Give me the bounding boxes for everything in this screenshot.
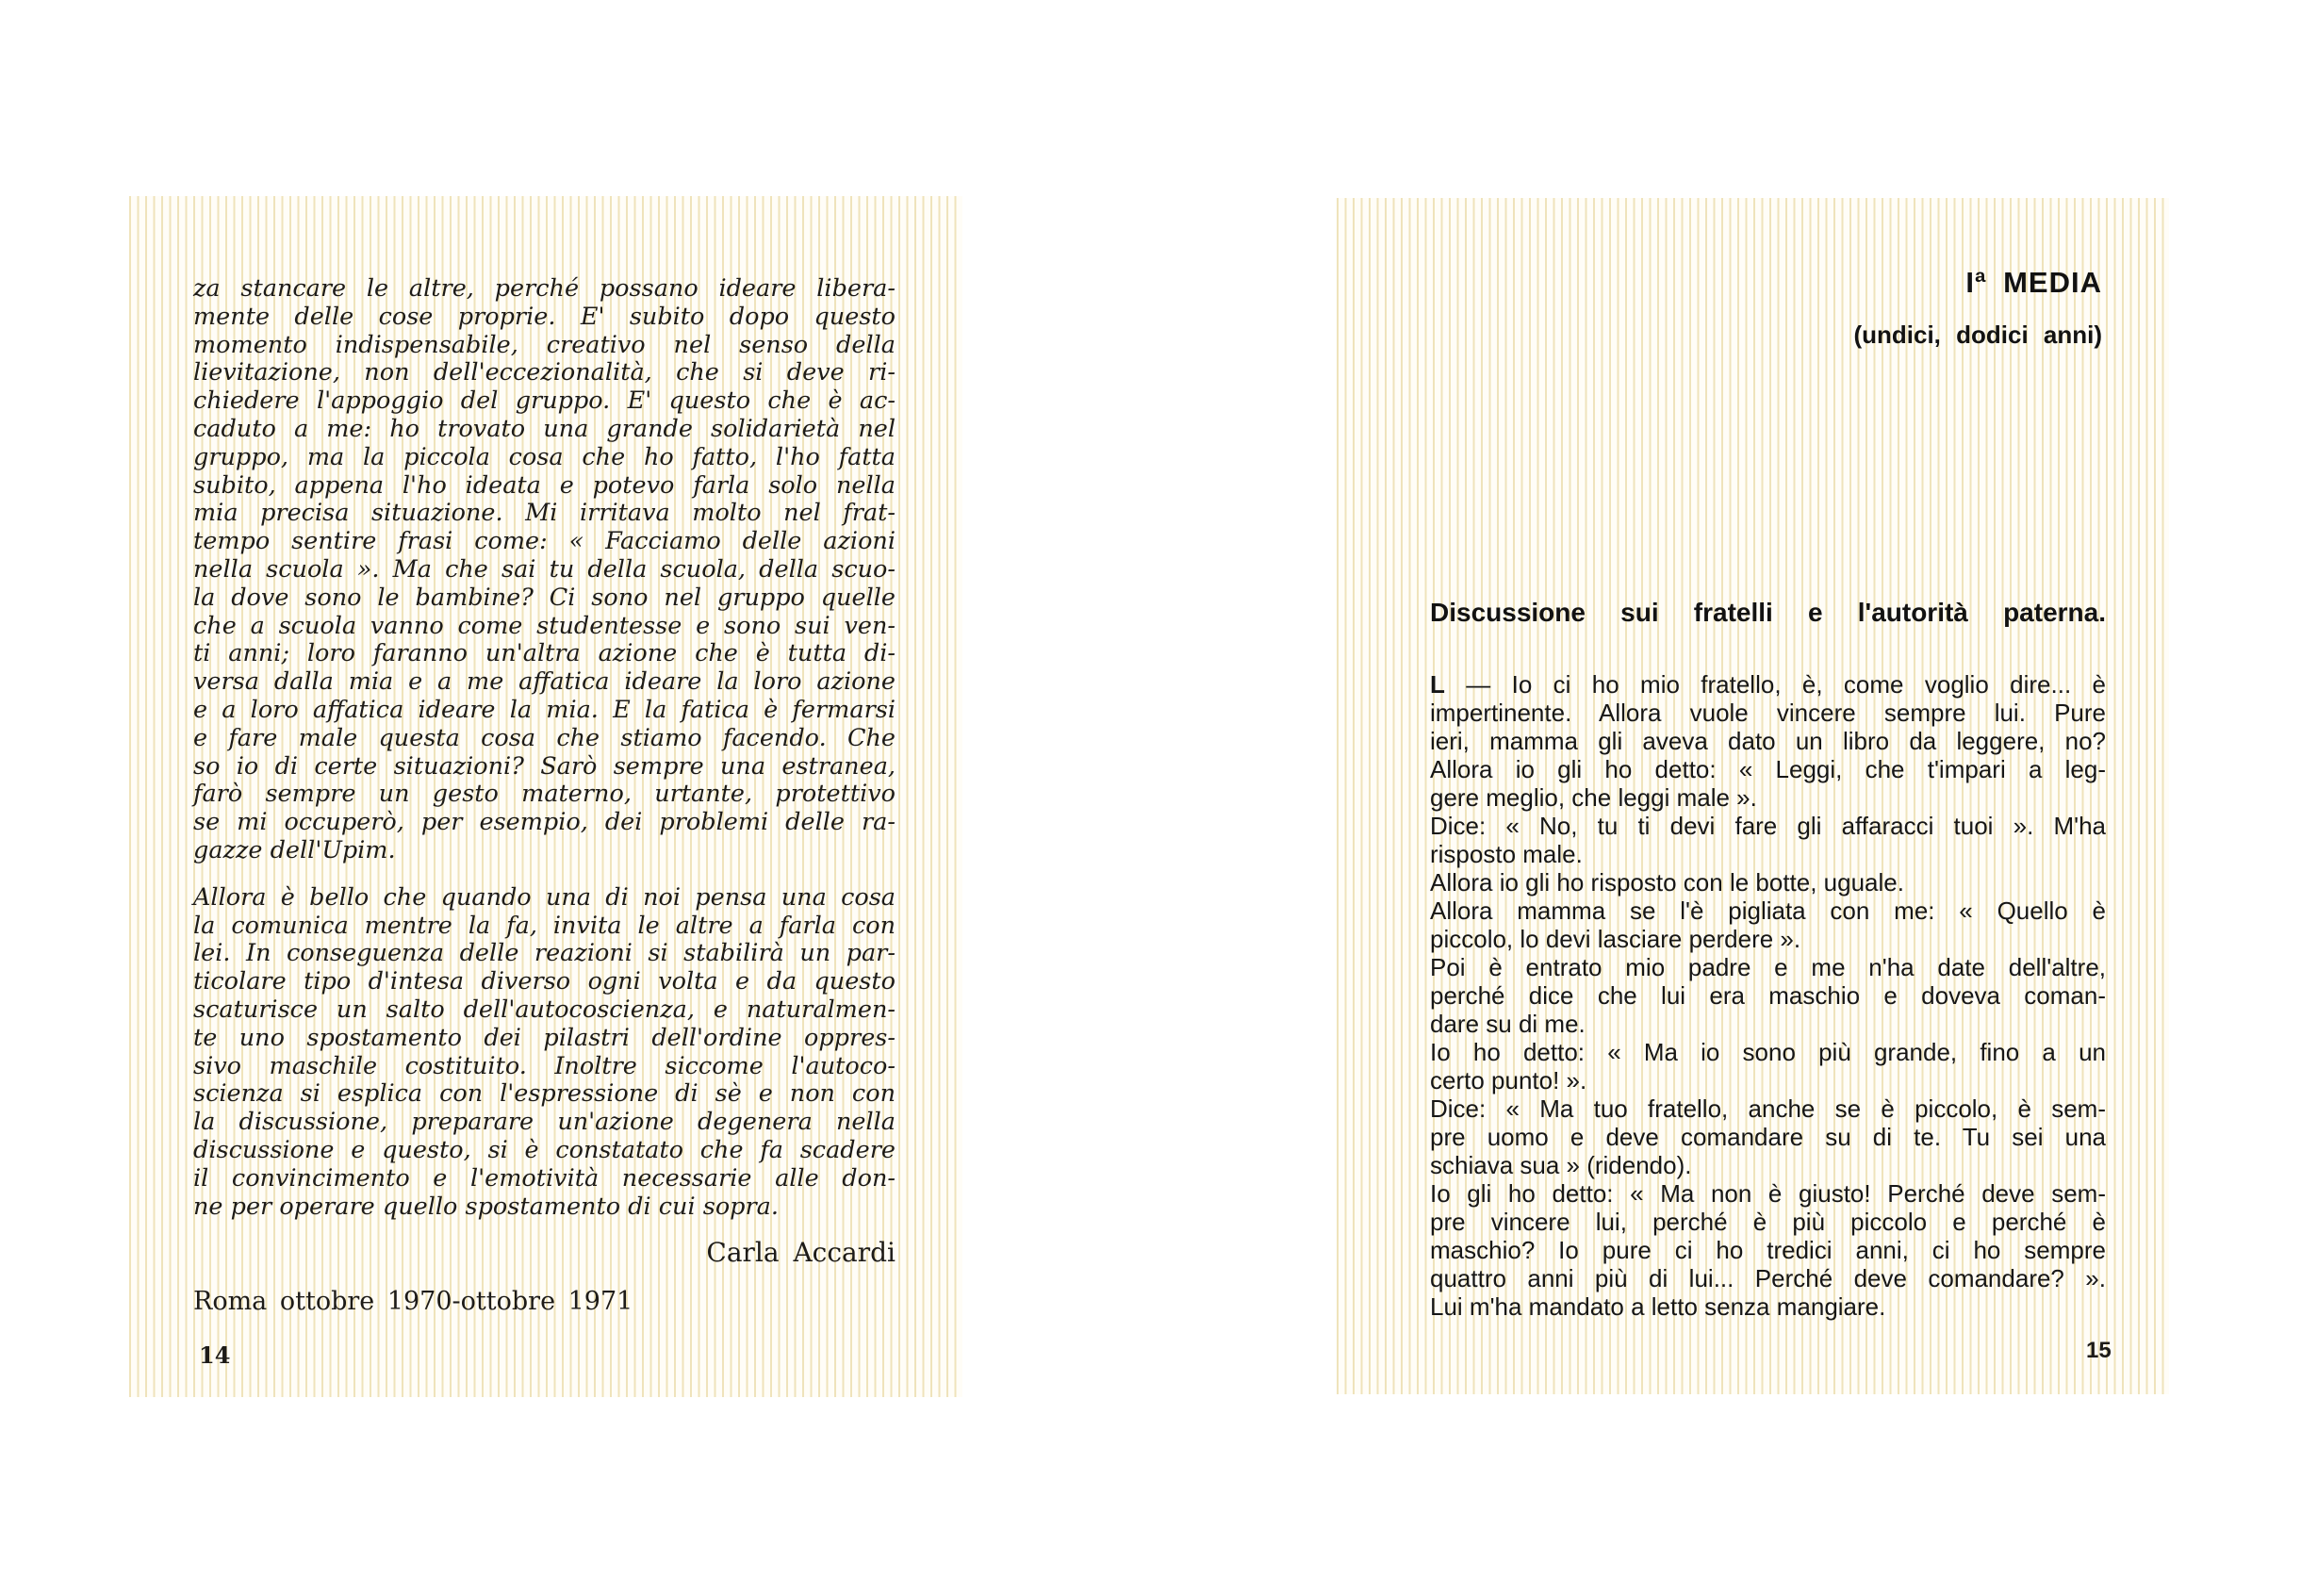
text-line: Dice: « Ma tuo fratello, anche se è piccolo, è sem- bbox=[1430, 1094, 2106, 1123]
chapter-subtitle: (undici, dodici anni) bbox=[1853, 321, 2102, 349]
text-line: che a scuola vanno come studentesse e sono sui ven- bbox=[193, 611, 896, 640]
page-number-right: 15 bbox=[2086, 1338, 2112, 1363]
text-line: sivo maschile costituito. Inoltre siccome l'autoco- bbox=[193, 1051, 896, 1080]
text-line: la comunica mentre la fa, invita le altre a farla con bbox=[193, 911, 896, 940]
page-number-left: 14 bbox=[199, 1341, 231, 1369]
text-line: maschio? Io pure ci ho tredici anni, ci ho sempre bbox=[1430, 1236, 2106, 1264]
left-paragraph-2 bbox=[193, 884, 896, 1222]
text-line: Io gli ho detto: « Ma non è giusto! Perché deve sem- bbox=[1430, 1179, 2106, 1208]
text-line: impertinente. Allora vuole vincere sempre lui. Pure bbox=[1430, 699, 2106, 727]
text-line: discussione e questo, si è constatato che fa scadere bbox=[193, 1135, 896, 1164]
text-line: Allora io gli ho risposto con le botte, uguale. bbox=[1430, 868, 1904, 897]
text-line: te uno spostamento dei pilastri dell'ordine oppres- bbox=[193, 1023, 896, 1052]
text-line: caduto a me: ho trovato una grande solidarietà nel bbox=[193, 414, 896, 443]
right-book-page bbox=[1337, 198, 2169, 1394]
text-line: mia precisa situazione. Mi irritava molto nel frat- bbox=[193, 499, 896, 528]
text-line: perché dice che lui era maschio e doveva coman- bbox=[1430, 981, 2106, 1010]
text-line: pre vincere lui, perché è più piccolo e perché è bbox=[1430, 1208, 2106, 1236]
left-book-page bbox=[129, 196, 962, 1397]
text-line: pre uomo e deve comandare su di te. Tu sei una bbox=[1430, 1123, 2106, 1151]
text-line: chiedere l'appoggio del gruppo. E' questo che è ac- bbox=[193, 387, 896, 416]
text-line: ieri, mamma gli aveva dato un libro da leggere, no? bbox=[1430, 727, 2106, 755]
right-text-block bbox=[1430, 670, 2106, 1321]
text-line: scienza si esplica con l'espressione di sè e non con bbox=[193, 1079, 896, 1109]
text-line: Lui m'ha mandato a letto senza mangiare. bbox=[1430, 1292, 1886, 1321]
text-line: se mi occuperò, per esempio, dei problemi delle ra- bbox=[193, 808, 896, 837]
text-line: nella scuola ». Ma che sai tu della scuola, della scuo- bbox=[193, 554, 896, 584]
text-line: subito, appena l'ho ideata e potevo farla solo nella bbox=[193, 470, 896, 500]
text-line: e a loro affatica ideare la mia. E la fatica è fermarsi bbox=[193, 695, 896, 724]
text-line: Dice: « No, tu ti devi fare gli affaracci tuoi ». M'ha bbox=[1430, 812, 2106, 840]
text-line: Io ho detto: « Ma io sono più grande, fino a un bbox=[1430, 1038, 2106, 1066]
text-line: ti anni; loro faranno un'altra azione che è tutta di- bbox=[193, 639, 896, 668]
chapter-title: Iª MEDIA bbox=[1965, 266, 2102, 299]
text-line: versa dalla mia e a me affatica ideare la loro azione bbox=[193, 667, 896, 697]
section-title: Discussione sui fratelli e l'autorità paterna. bbox=[1430, 598, 2106, 627]
text-line: schiava sua » (ridendo). bbox=[1430, 1151, 1692, 1179]
text-line: scaturisce un salto dell'autocoscienza, e naturalmen- bbox=[193, 995, 896, 1024]
place-dateline: Roma ottobre 1970-ottobre 1971 bbox=[193, 1287, 633, 1317]
text-line: L — Io ci ho mio fratello, è, come voglio dire... è bbox=[1430, 670, 2106, 699]
text-line: Allora è bello che quando una di noi pensa una cosa bbox=[193, 882, 896, 912]
text-line: risposto male. bbox=[1430, 840, 1583, 868]
text-line: farò sempre un gesto materno, urtante, protettivo bbox=[193, 780, 896, 809]
text-line: dare su di me. bbox=[1430, 1010, 1586, 1038]
text-line: la dove sono le bambine? Ci sono nel gruppo quelle bbox=[193, 583, 896, 612]
text-line: ne per operare quello spostamento di cui sopra. bbox=[193, 1192, 779, 1221]
text-line: ticolare tipo d'intesa diverso ogni volta e da questo bbox=[193, 967, 896, 996]
text-line: la discussione, preparare un'azione degenera nella bbox=[193, 1108, 896, 1137]
text-line: gazze dell'Upim. bbox=[193, 835, 396, 864]
text-line: il convincimento e l'emotività necessarie alle don- bbox=[193, 1163, 896, 1193]
text-line: Allora io gli ho detto: « Leggi, che t'impari a leg- bbox=[1430, 755, 2106, 783]
text-line: gruppo, ma la piccola cosa che ho fatto, l'ho fatta bbox=[193, 442, 896, 471]
text-line: Allora mamma se l'è pigliata con me: « Quello è bbox=[1430, 897, 2106, 925]
text-line: piccolo, lo devi lasciare perdere ». bbox=[1430, 925, 1801, 953]
text-line: lievitazione, non dell'eccezionalità, che si deve ri- bbox=[193, 358, 896, 387]
text-line: e fare male questa cosa che stiamo facendo. Che bbox=[193, 723, 896, 752]
text-line: mente delle cose proprie. E' subito dopo questo bbox=[193, 302, 896, 331]
text-line: lei. In conseguenza delle reazioni si stabilirà un par- bbox=[193, 939, 896, 968]
text-line: za stancare le altre, perché possano ideare libera- bbox=[193, 274, 896, 303]
author-signature: Carla Accardi bbox=[706, 1237, 896, 1269]
text-line: certo punto! ». bbox=[1430, 1066, 1587, 1094]
left-text-block bbox=[193, 275, 896, 1316]
text-line: Poi è entrato mio padre e me n'ha date dell'altre, bbox=[1430, 953, 2106, 981]
text-line: so io di certe situazioni? Sarò sempre una estranea, bbox=[193, 751, 896, 781]
left-paragraph-1 bbox=[193, 275, 896, 865]
text-line: tempo sentire frasi come: « Facciamo delle azioni bbox=[193, 527, 896, 556]
text-line: momento indispensabile, creativo nel senso della bbox=[193, 330, 896, 359]
text-line: gere meglio, che leggi male ». bbox=[1430, 783, 1757, 812]
chapter-header bbox=[1853, 267, 2102, 348]
text-line: quattro anni più di lui... Perché deve comandare? ». bbox=[1430, 1264, 2106, 1292]
